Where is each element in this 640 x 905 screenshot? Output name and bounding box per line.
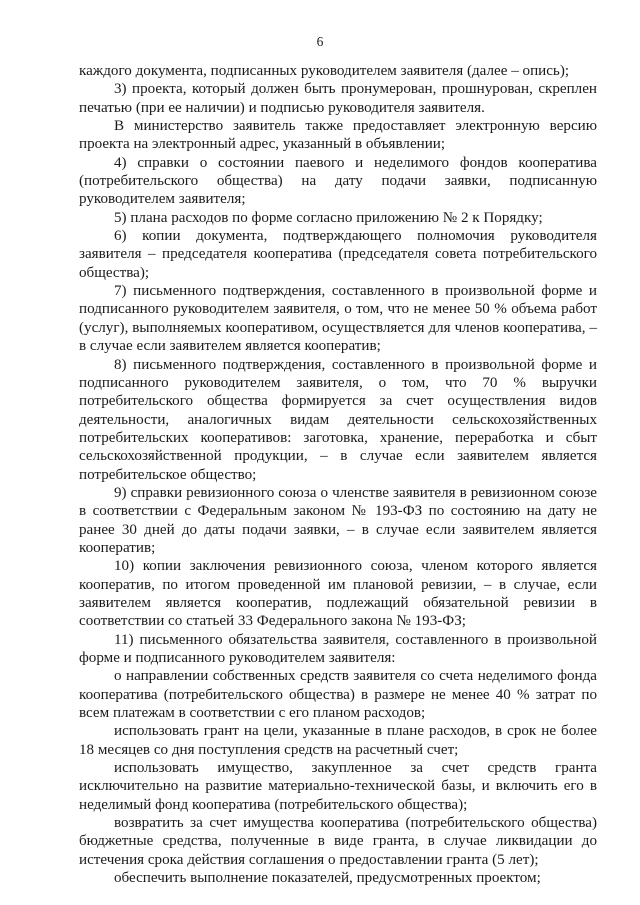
paragraph-obligation-indicators: обеспечить выполнение показателей, предусмотренных проектом; (114, 870, 541, 887)
paragraph-obligation-own-funds: о направлении собственных средств заявителя со счета неделимого фонда кооператива (потребительского общества) в размере не менее 40 % затрат по всем платежам в соответствии с его планом расходов; (79, 668, 597, 722)
paragraph-item-11-written-obligation: 11) письменного обязательства заявителя, составленного в произвольной форме и подписанного руководителем заявителя: (79, 631, 597, 666)
paragraph-obligation-return-funds: возвратить за счет имущества кооператива (потребительского общества) бюджетные средства, полученные в виде гранта, в случае ликвидации до истечения срока действия соглашения о предоставлении гранта (5 лет); (79, 815, 597, 868)
paragraph-item-6-authority-document: 6) копии документа, подтверждающего полномочия руководителя заявителя – председателя кооператива (председателя совета потребительского общества); (79, 228, 597, 281)
paragraph-obligation-use-property: использовать имущество, закупленное за счет средств гранта исключительно на развитие материально-технической базы, и включить его в неделимый фонд кооператива (потребительского общества); (79, 760, 597, 813)
paragraph-item-3-project: 3) проекта, который должен быть пронумерован, прошнурован, скреплен печатью (при ее наличии) и подписью руководителя заявителя. (79, 81, 597, 116)
paragraph-electronic-version: В министерство заявитель также предоставляет электронную версию проекта на электронный адрес, указанный в объявлении; (79, 118, 597, 153)
paragraph-item-9-audit-union-certificate: 9) справки ревизионного союза о членстве заявителя в ревизионном союзе в соответствии с Федеральным законом № 193-ФЗ по состоянию на дату не ранее 30 дней до даты подачи заявки, – в случае если заявителем является кооператив; (79, 484, 597, 556)
paragraph-item-7-cooperative-confirmation: 7) письменного подтверждения, составленного в произвольной форме и подписанного руководителем заявителя, о том, что не менее 50 % объема работ (услуг), выполняемых кооперативом, осуществляется для членов кооператива, – в случае если заявителем является кооператив; (79, 283, 597, 355)
document-body (79, 62, 597, 887)
paragraph-obligation-use-grant: использовать грант на цели, указанные в плане расходов, в срок не более 18 месяцев со дня поступления средств на расчетный счет; (79, 723, 597, 758)
page-number: 6 (316, 34, 324, 49)
paragraph-item-4-fund-certificate: 4) справки о состоянии паевого и неделимого фондов кооператива (потребительского общества) на дату подачи заявки, подписанную руководителем заявителя; (79, 154, 597, 208)
paragraph-opis-continuation: каждого документа, подписанных руководителем заявителя (далее – опись); (79, 63, 570, 79)
paragraph-item-5-expense-plan: 5) плана расходов по форме согласно приложению № 2 к Порядку; (114, 209, 543, 226)
paragraph-item-10-audit-conclusion: 10) копии заключения ревизионного союза, членом которого является кооператив, по итогом проведенной им плановой ревизии, – в случае, если заявителем является кооператив, подлежащий обязательной ревизии в соответствии со статьей 33 Федерального закона № 193-ФЗ; (79, 558, 597, 630)
paragraph-item-8-consumer-society-confirmation: 8) письменного подтверждения, составленного в произвольной форме и подписанного руководителем заявителя, о том, что 70 % выручки потребительского общества формируется за счет осуществления видов деятельности, аналогичных видам деятельности сельскохозяйственных потребительских кооперативов: заготовка, хранение, переработка и сбыт сельскохозяйственной продукции, – в случае если заявителем является потребительское общество; (79, 356, 597, 483)
